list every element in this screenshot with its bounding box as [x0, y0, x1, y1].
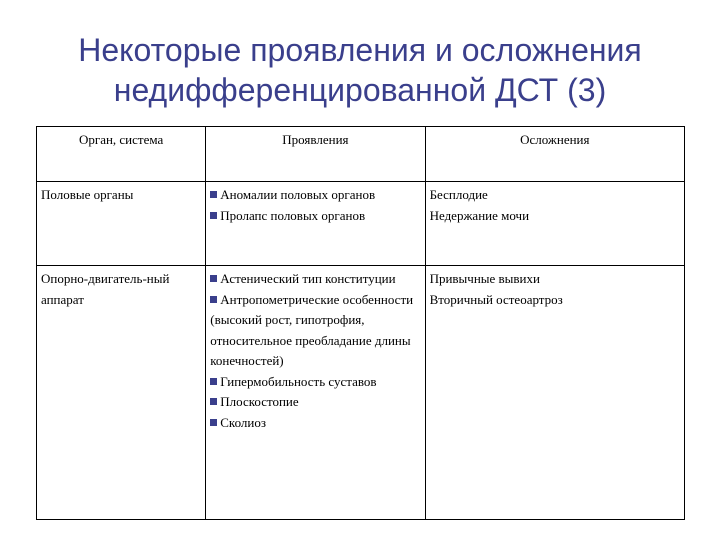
slide-title	[0, 30, 720, 110]
header-manifestations: Проявления	[206, 127, 425, 182]
table-row	[37, 266, 685, 520]
list-item: Пролапс половых органов	[210, 206, 420, 227]
list-item: Антропометрические особенности (высокий рост, гипотрофия, относительное преобладание длины конечностей)	[210, 291, 414, 368]
list-item: Привычные вывихи	[429, 271, 540, 286]
list-item: Плоскостопие	[210, 392, 420, 413]
header-organ: Орган, система	[37, 127, 206, 182]
table-header-row	[37, 127, 685, 182]
list-item: Недержание мочи	[429, 207, 530, 223]
list-item: Бесплодие	[429, 187, 488, 202]
square-bullet-icon	[210, 419, 217, 426]
manifestations-cell	[206, 266, 425, 520]
square-bullet-icon	[210, 191, 217, 198]
square-bullet-icon	[210, 275, 217, 282]
complications-cell	[425, 182, 684, 266]
list-item: Астенический тип конституции	[210, 269, 420, 290]
title-line-1: Некоторые проявления и осложнения	[78, 32, 642, 68]
square-bullet-icon	[210, 378, 217, 385]
table-row	[37, 182, 685, 266]
title-line-2: недифференцированной ДСТ (3)	[113, 72, 607, 108]
list-item: Вторичный остеоартроз	[429, 291, 563, 307]
complications-cell	[425, 266, 684, 520]
square-bullet-icon	[210, 212, 217, 219]
list-item: Аномалии половых органов	[210, 185, 420, 206]
organ-cell: Опорно-двигатель-ный аппарат	[37, 266, 206, 520]
organ-cell: Половые органы	[37, 182, 206, 266]
list-item: Гипермобильность суставов	[210, 372, 420, 393]
header-complications: Осложнения	[425, 127, 684, 182]
list-item: Сколиоз	[210, 413, 420, 434]
square-bullet-icon	[210, 296, 217, 303]
manifestations-table	[36, 126, 685, 520]
manifestations-cell	[206, 182, 425, 266]
square-bullet-icon	[210, 398, 217, 405]
